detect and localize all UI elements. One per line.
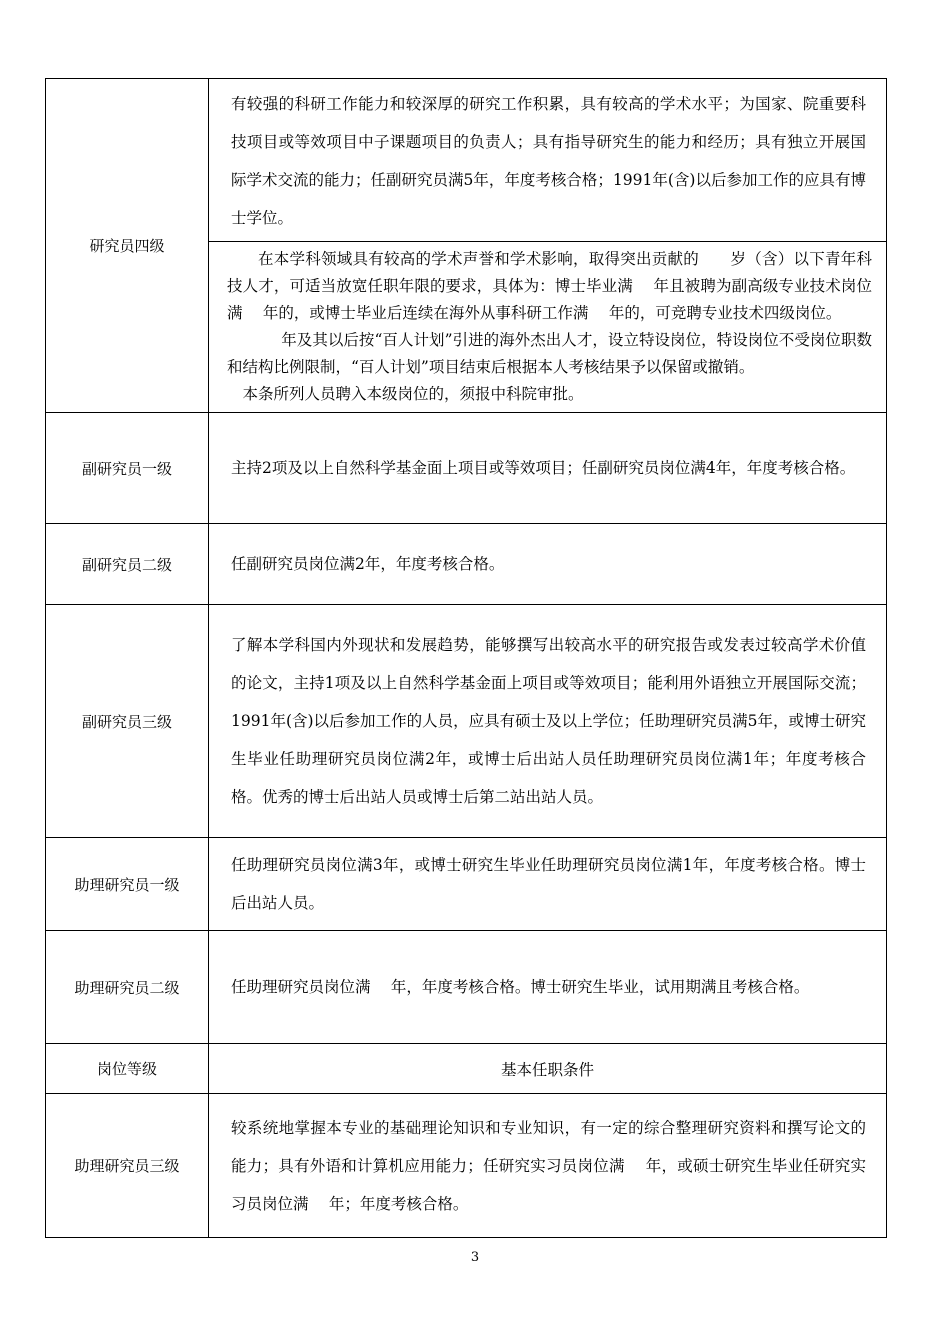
- requirements-cell: [209, 1094, 887, 1238]
- column-header-position-level: 岗位等级: [46, 1044, 209, 1094]
- requirements-paragraph: 较系统地掌握本专业的基础理论知识和专业知识，有一定的综合整理研究资料和撰写论文的能力；具有外语和计算机应用能力；任研究实习员岗位满 年，或硕士研究生毕业任研究实习员岗位满 年；年度考核合格。: [231, 1118, 866, 1213]
- requirements-cell: [209, 413, 887, 524]
- requirements-paragraph: 在本学科领域具有较高的学术声誉和学术影响，取得突出贡献的 岁（含）以下青年科技人才，可适当放宽任职年限的要求，具体为：博士毕业满 年且被聘为副高级专业技术岗位满 年的，或博士毕业后连续在海外从事科研工作满 年的，可竞聘专业技术四级岗位。: [227, 250, 872, 322]
- requirements-paragraph: 了解本学科国内外现状和发展趋势，能够撰写出较高水平的研究报告或发表过较高学术价值的论文，主持1项及以上自然科学基金面上项目或等效项目；能利用外语独立开展国际交流；1991年(含)以后参加工作的人员，应具有硕士及以上学位；任助理研究员满5年，或博士研究生毕业任助理研究员岗位满2年，或博士后出站人员任助理研究员岗位满1年；年度考核合格。优秀的博士后出站人员或博士后第二站出站人员。: [231, 636, 866, 806]
- page-number: 3: [470, 1250, 480, 1265]
- requirements-paragraph: 主持2项及以上自然科学基金面上项目或等效项目；任副研究员岗位满4年，年度考核合格。: [231, 459, 856, 477]
- position-level-cell: 研究员四级: [46, 79, 209, 413]
- requirements-cell: [209, 524, 887, 605]
- table-row: [46, 931, 887, 1044]
- position-level-cell: 助理研究员一级: [46, 838, 209, 931]
- table-row: [46, 838, 887, 931]
- position-level-cell: 副研究员一级: [46, 413, 209, 524]
- position-level-cell: 助理研究员二级: [46, 931, 209, 1044]
- requirements-paragraph: 任副研究员岗位满2年，年度考核合格。: [231, 555, 505, 573]
- position-level-cell: 副研究员三级: [46, 605, 209, 838]
- requirements-paragraph: 有较强的科研工作能力和较深厚的研究工作积累，具有较高的学术水平；为国家、院重要科技项目或等效项目中子课题项目的负责人；具有指导研究生的能力和经历；具有独立开展国际学术交流的能力；任副研究员满5年，年度考核合格；1991年(含)以后参加工作的应具有博士学位。: [209, 79, 886, 242]
- position-level-cell: 副研究员二级: [46, 524, 209, 605]
- position-requirements-table: [45, 78, 887, 1238]
- table-row: [46, 1094, 887, 1238]
- table-row: [46, 605, 887, 838]
- requirements-cell: [209, 79, 887, 413]
- requirements-paragraph: 任助理研究员岗位满3年，或博士研究生毕业任助理研究员岗位满1年，年度考核合格。博士后出站人员。: [231, 856, 866, 912]
- requirements-cell: [209, 931, 887, 1044]
- requirements-paragraph: 本条所列人员聘入本级岗位的，须报中科院审批。: [242, 385, 584, 403]
- requirements-block: [209, 242, 886, 412]
- table-header-row: [46, 1044, 887, 1094]
- requirements-paragraph: 任助理研究员岗位满 年，年度考核合格。博士研究生毕业，试用期满且考核合格。: [231, 978, 810, 996]
- requirements-paragraph: 年及其以后按“百人计划”引进的海外杰出人才，设立特设岗位，特设岗位不受岗位职数和结构比例限制，“百人计划”项目结束后根据本人考核结果予以保留或撤销。: [227, 331, 872, 376]
- requirements-cell: [209, 605, 887, 838]
- table-row: [46, 524, 887, 605]
- column-header-requirements: 基本任职条件: [209, 1044, 887, 1094]
- requirements-cell: [209, 838, 887, 931]
- position-level-cell: 助理研究员三级: [46, 1094, 209, 1238]
- table-row: [46, 413, 887, 524]
- table-row: [46, 79, 887, 413]
